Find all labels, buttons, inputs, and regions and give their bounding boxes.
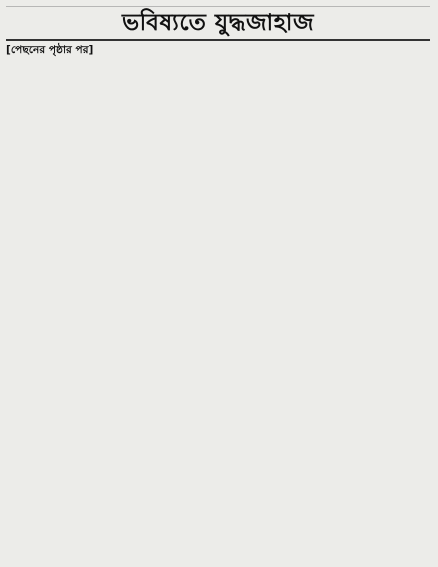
- article-body: [6, 42, 430, 566]
- continued-marker: [পেছনের পৃষ্ঠার পর]: [6, 44, 94, 56]
- paragraph-1: [6, 42, 430, 59]
- cut-off-top-text: [6, 0, 430, 7]
- headline: ভবিষ্যতে যুদ্ধজাহাজ: [6, 9, 430, 41]
